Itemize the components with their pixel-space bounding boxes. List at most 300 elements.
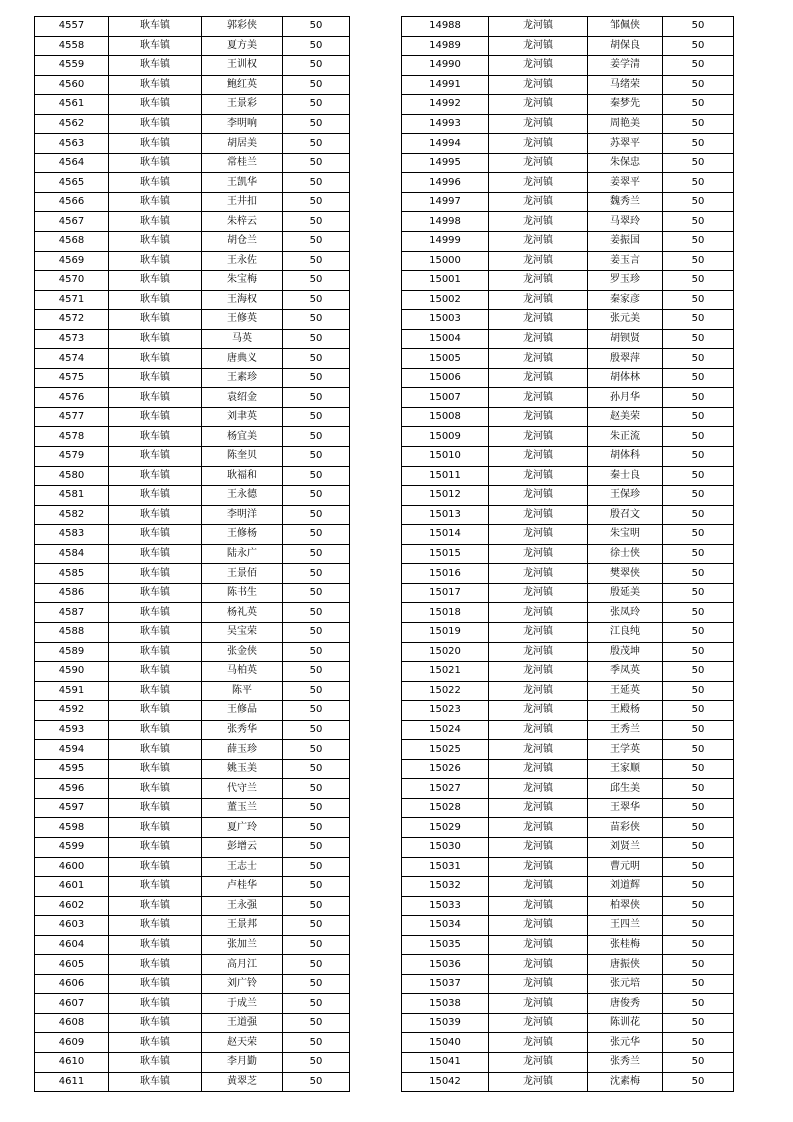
table-row <box>402 1052 734 1072</box>
serial-number-cell: 14999 <box>402 232 489 252</box>
amount-cell: 50 <box>663 896 734 916</box>
town-cell: 龙河镇 <box>489 583 588 603</box>
table-row <box>402 1072 734 1092</box>
table-row <box>35 153 350 173</box>
person-name-cell: 胡体科 <box>588 447 663 467</box>
serial-number-cell: 15011 <box>402 466 489 486</box>
amount-cell: 50 <box>283 1033 350 1053</box>
town-cell: 耿车镇 <box>109 95 202 115</box>
serial-number-cell: 4586 <box>35 583 109 603</box>
table-row <box>35 583 350 603</box>
table-row <box>402 896 734 916</box>
amount-cell: 50 <box>283 525 350 545</box>
person-name-cell: 李明响 <box>202 114 283 134</box>
town-cell: 龙河镇 <box>489 271 588 291</box>
amount-cell: 50 <box>663 681 734 701</box>
town-cell: 耿车镇 <box>109 955 202 975</box>
serial-number-cell: 4606 <box>35 974 109 994</box>
table-row <box>402 17 734 37</box>
table-row <box>402 583 734 603</box>
table-row <box>402 701 734 721</box>
town-cell: 耿车镇 <box>109 681 202 701</box>
person-name-cell: 胡钡贤 <box>588 329 663 349</box>
person-name-cell: 陈平 <box>202 681 283 701</box>
amount-cell: 50 <box>663 544 734 564</box>
amount-cell: 50 <box>663 75 734 95</box>
person-name-cell: 陈书生 <box>202 583 283 603</box>
town-cell: 龙河镇 <box>489 36 588 56</box>
table-row <box>402 95 734 115</box>
amount-cell: 50 <box>663 818 734 838</box>
person-name-cell: 王道强 <box>202 1013 283 1033</box>
town-cell: 龙河镇 <box>489 857 588 877</box>
town-cell: 耿车镇 <box>109 153 202 173</box>
amount-cell: 50 <box>663 56 734 76</box>
amount-cell: 50 <box>663 662 734 682</box>
person-name-cell: 柏翠侠 <box>588 896 663 916</box>
table-row <box>35 192 350 212</box>
town-cell: 耿车镇 <box>109 17 202 37</box>
amount-cell: 50 <box>283 251 350 271</box>
table-row <box>402 622 734 642</box>
town-cell: 龙河镇 <box>489 290 588 310</box>
table-row <box>402 603 734 623</box>
amount-cell: 50 <box>663 1013 734 1033</box>
amount-cell: 50 <box>663 622 734 642</box>
table-row <box>402 1013 734 1033</box>
table-row <box>35 251 350 271</box>
person-name-cell: 马英 <box>202 329 283 349</box>
amount-cell: 50 <box>663 740 734 760</box>
serial-number-cell: 4579 <box>35 447 109 467</box>
town-cell: 耿车镇 <box>109 662 202 682</box>
person-name-cell: 刘道辉 <box>588 877 663 897</box>
person-name-cell: 高月江 <box>202 955 283 975</box>
serial-number-cell: 15022 <box>402 681 489 701</box>
table-row <box>35 622 350 642</box>
person-name-cell: 季凤英 <box>588 662 663 682</box>
town-cell: 龙河镇 <box>489 95 588 115</box>
town-cell: 耿车镇 <box>109 896 202 916</box>
serial-number-cell: 4592 <box>35 701 109 721</box>
person-name-cell: 常桂兰 <box>202 153 283 173</box>
town-cell: 耿车镇 <box>109 56 202 76</box>
town-cell: 耿车镇 <box>109 368 202 388</box>
person-name-cell: 王殿杨 <box>588 701 663 721</box>
person-name-cell: 王训权 <box>202 56 283 76</box>
amount-cell: 50 <box>283 994 350 1014</box>
table-row <box>35 544 350 564</box>
serial-number-cell: 15009 <box>402 427 489 447</box>
town-cell: 龙河镇 <box>489 329 588 349</box>
amount-cell: 50 <box>283 349 350 369</box>
serial-number-cell: 4577 <box>35 407 109 427</box>
amount-cell: 50 <box>663 1052 734 1072</box>
table-row <box>402 837 734 857</box>
person-name-cell: 王井扣 <box>202 192 283 212</box>
person-name-cell: 殷翠萍 <box>588 349 663 369</box>
person-name-cell: 吴宝荣 <box>202 622 283 642</box>
amount-cell: 50 <box>283 1013 350 1033</box>
person-name-cell: 沈素梅 <box>588 1072 663 1092</box>
serial-number-cell: 4602 <box>35 896 109 916</box>
serial-number-cell: 4597 <box>35 798 109 818</box>
serial-number-cell: 4576 <box>35 388 109 408</box>
serial-number-cell: 15018 <box>402 603 489 623</box>
town-cell: 耿车镇 <box>109 486 202 506</box>
person-name-cell: 王修品 <box>202 701 283 721</box>
amount-cell: 50 <box>283 329 350 349</box>
amount-cell: 50 <box>283 701 350 721</box>
amount-cell: 50 <box>663 564 734 584</box>
amount-cell: 50 <box>663 583 734 603</box>
serial-number-cell: 4557 <box>35 17 109 37</box>
town-cell: 耿车镇 <box>109 36 202 56</box>
table-row <box>35 896 350 916</box>
person-name-cell: 姜学清 <box>588 56 663 76</box>
amount-cell: 50 <box>283 36 350 56</box>
amount-cell: 50 <box>663 1033 734 1053</box>
person-name-cell: 孙月华 <box>588 388 663 408</box>
person-name-cell: 殷延美 <box>588 583 663 603</box>
amount-cell: 50 <box>283 759 350 779</box>
table-row <box>402 271 734 291</box>
serial-number-cell: 4562 <box>35 114 109 134</box>
town-cell: 耿车镇 <box>109 525 202 545</box>
serial-number-cell: 4568 <box>35 232 109 252</box>
person-name-cell: 王修杨 <box>202 525 283 545</box>
amount-cell: 50 <box>283 486 350 506</box>
table-row <box>35 1052 350 1072</box>
person-name-cell: 李明洋 <box>202 505 283 525</box>
town-cell: 龙河镇 <box>489 134 588 154</box>
roster-table-left <box>34 16 350 1092</box>
serial-number-cell: 15042 <box>402 1072 489 1092</box>
serial-number-cell: 14988 <box>402 17 489 37</box>
serial-number-cell: 15033 <box>402 896 489 916</box>
person-name-cell: 张加兰 <box>202 935 283 955</box>
amount-cell: 50 <box>663 173 734 193</box>
table-row <box>35 857 350 877</box>
serial-number-cell: 4605 <box>35 955 109 975</box>
person-name-cell: 苗彩侠 <box>588 818 663 838</box>
table-row <box>35 505 350 525</box>
serial-number-cell: 14992 <box>402 95 489 115</box>
town-cell: 龙河镇 <box>489 681 588 701</box>
table-row <box>402 486 734 506</box>
table-row <box>35 466 350 486</box>
table-row <box>35 603 350 623</box>
town-cell: 耿车镇 <box>109 994 202 1014</box>
table-row <box>35 681 350 701</box>
amount-cell: 50 <box>283 662 350 682</box>
amount-cell: 50 <box>663 134 734 154</box>
person-name-cell: 赵美荣 <box>588 407 663 427</box>
person-name-cell: 姜振国 <box>588 232 663 252</box>
person-name-cell: 王家顺 <box>588 759 663 779</box>
town-cell: 耿车镇 <box>109 916 202 936</box>
person-name-cell: 唐振侠 <box>588 955 663 975</box>
town-cell: 龙河镇 <box>489 525 588 545</box>
amount-cell: 50 <box>663 232 734 252</box>
town-cell: 龙河镇 <box>489 1033 588 1053</box>
town-cell: 龙河镇 <box>489 837 588 857</box>
person-name-cell: 薛玉珍 <box>202 740 283 760</box>
serial-number-cell: 4570 <box>35 271 109 291</box>
amount-cell: 50 <box>283 447 350 467</box>
amount-cell: 50 <box>283 955 350 975</box>
table-row <box>35 427 350 447</box>
town-cell: 耿车镇 <box>109 251 202 271</box>
table-row <box>402 466 734 486</box>
serial-number-cell: 15006 <box>402 368 489 388</box>
amount-cell: 50 <box>283 407 350 427</box>
person-name-cell: 张桂梅 <box>588 935 663 955</box>
amount-cell: 50 <box>663 525 734 545</box>
table-row <box>35 447 350 467</box>
serial-number-cell: 15039 <box>402 1013 489 1033</box>
serial-number-cell: 14995 <box>402 153 489 173</box>
person-name-cell: 王素珍 <box>202 368 283 388</box>
person-name-cell: 罗玉珍 <box>588 271 663 291</box>
person-name-cell: 马绪荣 <box>588 75 663 95</box>
table-row <box>402 798 734 818</box>
serial-number-cell: 4584 <box>35 544 109 564</box>
town-cell: 龙河镇 <box>489 877 588 897</box>
amount-cell: 50 <box>663 427 734 447</box>
table-row <box>35 17 350 37</box>
serial-number-cell: 15016 <box>402 564 489 584</box>
table-row <box>402 134 734 154</box>
town-cell: 龙河镇 <box>489 798 588 818</box>
town-cell: 龙河镇 <box>489 17 588 37</box>
table-row <box>35 56 350 76</box>
table-row <box>35 720 350 740</box>
table-row <box>35 662 350 682</box>
table-row <box>402 935 734 955</box>
table-row <box>35 271 350 291</box>
table-row <box>402 114 734 134</box>
amount-cell: 50 <box>663 17 734 37</box>
serial-number-cell: 14993 <box>402 114 489 134</box>
table-row <box>35 388 350 408</box>
table-row <box>402 447 734 467</box>
person-name-cell: 代守兰 <box>202 779 283 799</box>
town-cell: 龙河镇 <box>489 466 588 486</box>
person-name-cell: 张元培 <box>588 974 663 994</box>
amount-cell: 50 <box>663 447 734 467</box>
person-name-cell: 夏广玲 <box>202 818 283 838</box>
table-row <box>402 877 734 897</box>
amount-cell: 50 <box>663 251 734 271</box>
person-name-cell: 樊翠侠 <box>588 564 663 584</box>
person-name-cell: 朱正流 <box>588 427 663 447</box>
town-cell: 龙河镇 <box>489 994 588 1014</box>
table-row <box>402 916 734 936</box>
town-cell: 龙河镇 <box>489 935 588 955</box>
table-row <box>402 662 734 682</box>
amount-cell: 50 <box>663 114 734 134</box>
person-name-cell: 刘广铃 <box>202 974 283 994</box>
serial-number-cell: 15015 <box>402 544 489 564</box>
table-row <box>402 505 734 525</box>
amount-cell: 50 <box>283 466 350 486</box>
amount-cell: 50 <box>663 603 734 623</box>
person-name-cell: 朱梓云 <box>202 212 283 232</box>
person-name-cell: 杨宜美 <box>202 427 283 447</box>
table-row <box>402 251 734 271</box>
table-row <box>402 212 734 232</box>
amount-cell: 50 <box>663 212 734 232</box>
person-name-cell: 耿福和 <box>202 466 283 486</box>
serial-number-cell: 4595 <box>35 759 109 779</box>
serial-number-cell: 4560 <box>35 75 109 95</box>
serial-number-cell: 4566 <box>35 192 109 212</box>
amount-cell: 50 <box>663 857 734 877</box>
person-name-cell: 董玉兰 <box>202 798 283 818</box>
town-cell: 龙河镇 <box>489 192 588 212</box>
serial-number-cell: 4563 <box>35 134 109 154</box>
serial-number-cell: 15034 <box>402 916 489 936</box>
table-row <box>35 955 350 975</box>
town-cell: 龙河镇 <box>489 173 588 193</box>
person-name-cell: 张元华 <box>588 1033 663 1053</box>
table-row <box>402 153 734 173</box>
serial-number-cell: 4583 <box>35 525 109 545</box>
table-row <box>35 232 350 252</box>
town-cell: 龙河镇 <box>489 564 588 584</box>
town-cell: 龙河镇 <box>489 349 588 369</box>
town-cell: 龙河镇 <box>489 212 588 232</box>
town-cell: 耿车镇 <box>109 466 202 486</box>
person-name-cell: 朱宝明 <box>588 525 663 545</box>
town-cell: 耿车镇 <box>109 642 202 662</box>
amount-cell: 50 <box>283 740 350 760</box>
town-cell: 耿车镇 <box>109 310 202 330</box>
serial-number-cell: 14997 <box>402 192 489 212</box>
serial-number-cell: 4558 <box>35 36 109 56</box>
amount-cell: 50 <box>283 75 350 95</box>
amount-cell: 50 <box>663 290 734 310</box>
amount-cell: 50 <box>283 779 350 799</box>
serial-number-cell: 4581 <box>35 486 109 506</box>
town-cell: 耿车镇 <box>109 192 202 212</box>
person-name-cell: 陈奎贝 <box>202 447 283 467</box>
town-cell: 耿车镇 <box>109 1072 202 1092</box>
serial-number-cell: 15038 <box>402 994 489 1014</box>
serial-number-cell: 15002 <box>402 290 489 310</box>
serial-number-cell: 4567 <box>35 212 109 232</box>
person-name-cell: 胡体林 <box>588 368 663 388</box>
amount-cell: 50 <box>663 153 734 173</box>
serial-number-cell: 15025 <box>402 740 489 760</box>
amount-cell: 50 <box>663 486 734 506</box>
table-row <box>35 994 350 1014</box>
serial-number-cell: 4574 <box>35 349 109 369</box>
amount-cell: 50 <box>283 837 350 857</box>
amount-cell: 50 <box>283 134 350 154</box>
table-row <box>35 740 350 760</box>
serial-number-cell: 15026 <box>402 759 489 779</box>
town-cell: 龙河镇 <box>489 603 588 623</box>
town-cell: 龙河镇 <box>489 251 588 271</box>
serial-number-cell: 4578 <box>35 427 109 447</box>
serial-number-cell: 15029 <box>402 818 489 838</box>
table-row <box>35 290 350 310</box>
town-cell: 耿车镇 <box>109 837 202 857</box>
amount-cell: 50 <box>663 701 734 721</box>
serial-number-cell: 4604 <box>35 935 109 955</box>
table-row <box>402 525 734 545</box>
table-row <box>35 837 350 857</box>
person-name-cell: 李月勤 <box>202 1052 283 1072</box>
amount-cell: 50 <box>663 994 734 1014</box>
town-cell: 龙河镇 <box>489 974 588 994</box>
person-name-cell: 朱保忠 <box>588 153 663 173</box>
amount-cell: 50 <box>283 232 350 252</box>
table-row <box>35 525 350 545</box>
person-name-cell: 胡仓兰 <box>202 232 283 252</box>
person-name-cell: 殷召文 <box>588 505 663 525</box>
amount-cell: 50 <box>663 271 734 291</box>
amount-cell: 50 <box>663 720 734 740</box>
town-cell: 耿车镇 <box>109 388 202 408</box>
table-row <box>402 544 734 564</box>
person-name-cell: 王延英 <box>588 681 663 701</box>
serial-number-cell: 15037 <box>402 974 489 994</box>
table-row <box>402 75 734 95</box>
amount-cell: 50 <box>663 349 734 369</box>
town-cell: 耿车镇 <box>109 505 202 525</box>
person-name-cell: 徐士侠 <box>588 544 663 564</box>
person-name-cell: 胡保良 <box>588 36 663 56</box>
table-row <box>35 779 350 799</box>
serial-number-cell: 4600 <box>35 857 109 877</box>
town-cell: 耿车镇 <box>109 877 202 897</box>
table-row <box>35 877 350 897</box>
person-name-cell: 张秀华 <box>202 720 283 740</box>
table-row <box>35 368 350 388</box>
town-cell: 龙河镇 <box>489 505 588 525</box>
amount-cell: 50 <box>283 17 350 37</box>
serial-number-cell: 15012 <box>402 486 489 506</box>
town-cell: 耿车镇 <box>109 779 202 799</box>
person-name-cell: 郭彩侠 <box>202 17 283 37</box>
town-cell: 耿车镇 <box>109 740 202 760</box>
town-cell: 耿车镇 <box>109 75 202 95</box>
table-row <box>402 310 734 330</box>
table-row <box>402 173 734 193</box>
amount-cell: 50 <box>283 877 350 897</box>
table-row <box>402 857 734 877</box>
town-cell: 龙河镇 <box>489 740 588 760</box>
town-cell: 龙河镇 <box>489 1072 588 1092</box>
serial-number-cell: 15041 <box>402 1052 489 1072</box>
table-row <box>35 935 350 955</box>
town-cell: 龙河镇 <box>489 447 588 467</box>
person-name-cell: 江良纯 <box>588 622 663 642</box>
person-name-cell: 张元美 <box>588 310 663 330</box>
person-name-cell: 王修英 <box>202 310 283 330</box>
amount-cell: 50 <box>283 583 350 603</box>
table-row <box>402 564 734 584</box>
person-name-cell: 马柏英 <box>202 662 283 682</box>
person-name-cell: 秦梦先 <box>588 95 663 115</box>
amount-cell: 50 <box>283 564 350 584</box>
amount-cell: 50 <box>283 1072 350 1092</box>
table-row <box>402 349 734 369</box>
table-row <box>402 955 734 975</box>
